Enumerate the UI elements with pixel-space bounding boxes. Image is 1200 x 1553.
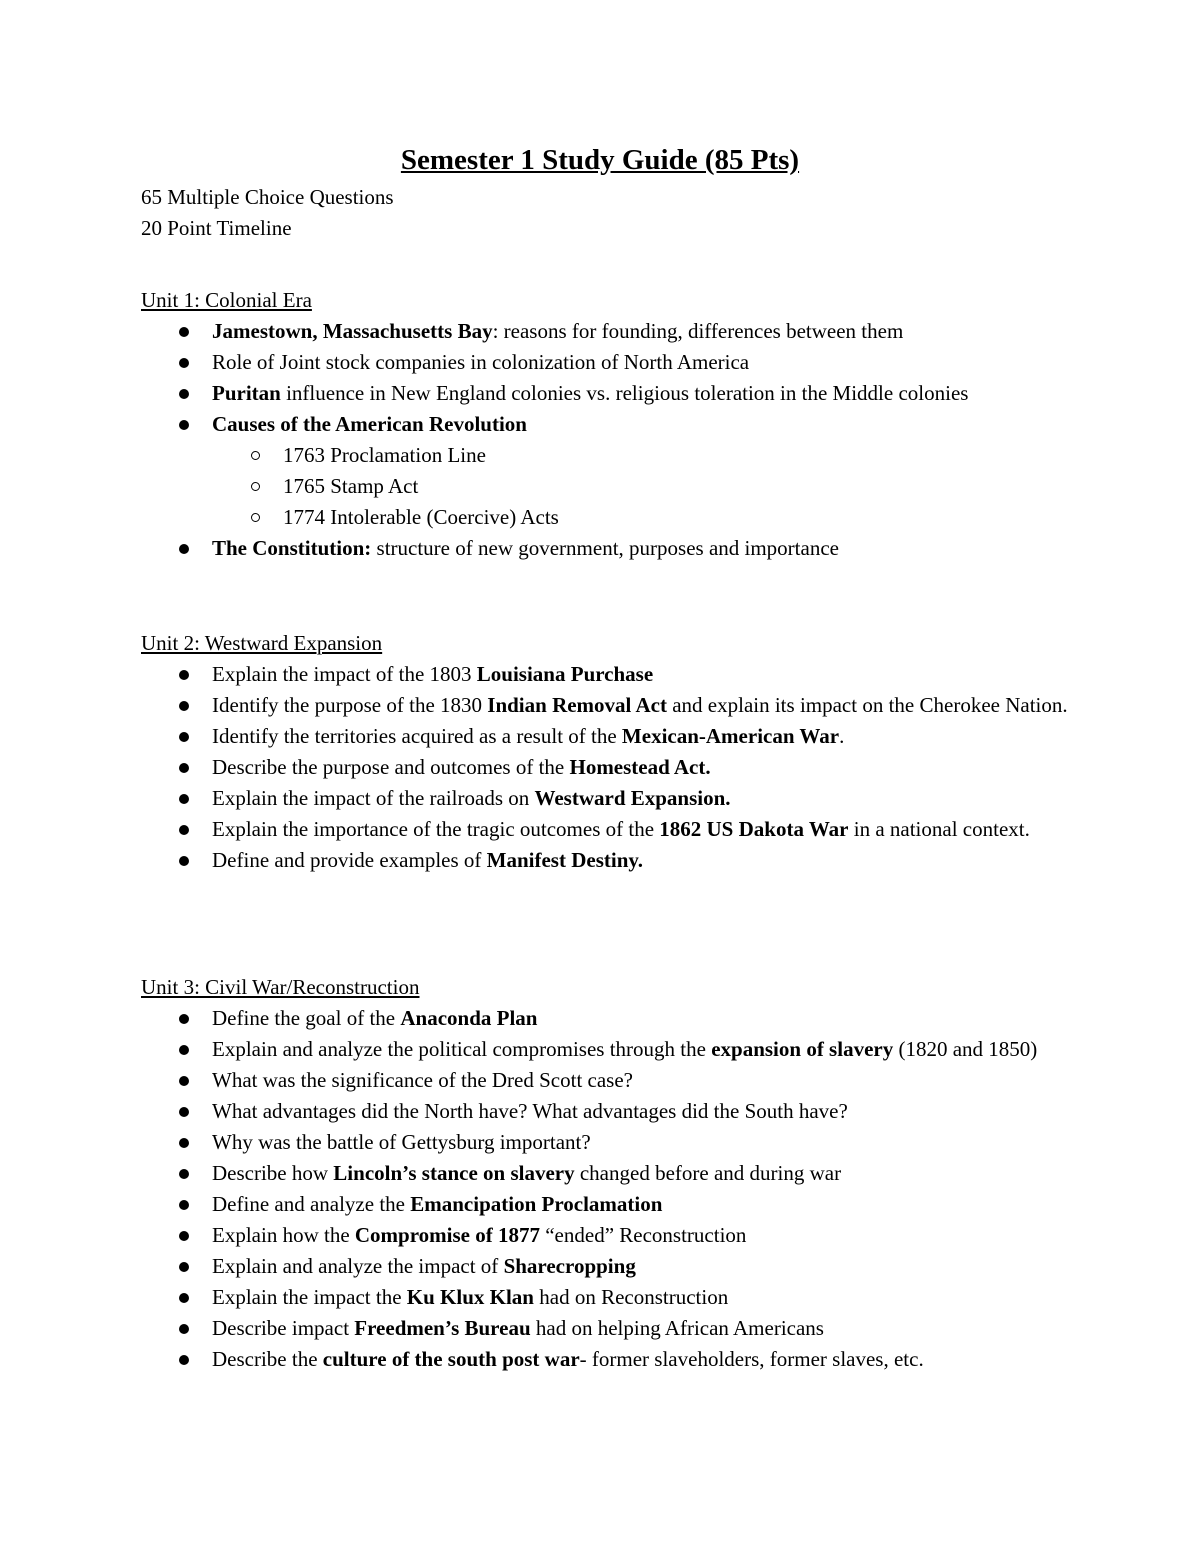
item-text: What was the significance of the Dred Scott case? [212, 1068, 633, 1092]
bullet-icon [179, 1076, 189, 1086]
bold-term: Anaconda Plan [400, 1006, 538, 1030]
list-item [141, 533, 1071, 564]
bold-term: Homestead Act. [569, 755, 711, 779]
bold-term: Lincoln’s stance on slavery [333, 1161, 575, 1185]
list-item [141, 845, 1071, 876]
bullet-icon [179, 420, 189, 430]
sub-item-text: 1765 Stamp Act [283, 474, 419, 498]
item-text: Define and analyze the [212, 1192, 411, 1216]
sub-list-item [141, 440, 1071, 471]
bullet-icon [179, 794, 189, 804]
list-item [141, 1158, 1071, 1189]
bold-term: Freedmen’s Bureau [354, 1316, 531, 1340]
item-text: had on Reconstruction [534, 1285, 729, 1309]
item-text: Explain the impact of the railroads on [212, 786, 535, 810]
page-title: Semester 1 Study Guide (85 Pts) [400, 144, 800, 176]
item-text: Define and provide examples of [212, 848, 487, 872]
item-text: Explain the impact of the 1803 [212, 662, 477, 686]
list-item [141, 1127, 1071, 1158]
item-text: Role of Joint stock companies in colonization of North America [212, 350, 750, 374]
bullet-icon [179, 763, 189, 773]
section-heading: Unit 3: Civil War/Reconstruction [141, 975, 420, 999]
section-heading: Unit 1: Colonial Era [141, 288, 312, 312]
bold-term: Sharecropping [503, 1254, 636, 1278]
bullet-icon [179, 670, 189, 680]
list-item [141, 409, 1071, 440]
bullet-icon [179, 1231, 189, 1241]
item-text: and explain its impact on the Cherokee Nation. [666, 693, 1068, 717]
bullet-icon [179, 389, 189, 399]
list-item [141, 690, 1071, 721]
bold-term: culture of the south post war [322, 1347, 580, 1371]
item-text: Describe how [212, 1161, 334, 1185]
item-text: Describe the [212, 1347, 323, 1371]
item-text: changed before and during war [574, 1161, 842, 1185]
bullet-icon [179, 1169, 189, 1179]
bullet-icon [179, 1293, 189, 1303]
bullet-icon [179, 1045, 189, 1055]
unit-1-section [141, 285, 1071, 564]
list-item [141, 1189, 1071, 1220]
list-item [141, 316, 1071, 347]
bullet-icon [179, 1200, 189, 1210]
bullet-icon [179, 856, 189, 866]
hollow-bullet-icon [251, 451, 260, 460]
list-item [141, 1251, 1071, 1282]
item-text: What advantages did the North have? What advantages did the South have? [212, 1099, 848, 1123]
item-text: (1820 and 1850) [893, 1037, 1038, 1061]
sub-item-text: 1763 Proclamation Line [283, 443, 486, 467]
hollow-bullet-icon [251, 482, 260, 491]
list-item [141, 1313, 1071, 1344]
bold-term: Mexican-American War [621, 724, 840, 748]
list-item [141, 1282, 1071, 1313]
sub-list [141, 440, 1071, 533]
bold-term: Ku Klux Klan [406, 1285, 534, 1309]
bold-term: Causes of the American Revolution [212, 412, 527, 436]
item-text: . [839, 724, 845, 748]
exam-overview [141, 182, 1061, 244]
unit-2-section [141, 628, 1071, 876]
list-item [141, 347, 1071, 378]
bold-term: expansion of slavery [711, 1037, 894, 1061]
item-text: influence in New England colonies vs. religious toleration in the Middle colonies [280, 381, 969, 405]
list-item [141, 814, 1071, 845]
item-text: Describe the purpose and outcomes of the [212, 755, 570, 779]
bold-term: Manifest Destiny. [486, 848, 643, 872]
item-text: - former slaveholders, former slaves, etc. [579, 1347, 924, 1371]
item-text: : reasons for founding, differences between them [492, 319, 904, 343]
item-text: Why was the battle of Gettysburg important? [212, 1130, 591, 1154]
bullet-list [141, 659, 1071, 876]
bullet-icon [179, 732, 189, 742]
item-text: Explain and analyze the impact of [212, 1254, 504, 1278]
sub-item-text: 1774 Intolerable (Coercive) Acts [283, 505, 559, 529]
bullet-icon [179, 1262, 189, 1272]
bold-term: Indian Removal Act [487, 693, 667, 717]
bullet-icon [179, 327, 189, 337]
overview-line-multiple-choice: 65 Multiple Choice Questions [141, 185, 394, 209]
bullet-icon [179, 1355, 189, 1365]
bold-term: Westward Expansion. [534, 786, 731, 810]
bold-term: Emancipation Proclamation [410, 1192, 663, 1216]
bullet-icon [179, 1324, 189, 1334]
list-item [141, 1065, 1071, 1096]
item-text: Explain the impact the [212, 1285, 407, 1309]
bold-term: Puritan [212, 381, 281, 405]
bullet-list [141, 316, 1071, 564]
bullet-icon [179, 1014, 189, 1024]
hollow-bullet-icon [251, 513, 260, 522]
list-item [141, 1344, 1071, 1375]
item-text: Explain how the [212, 1223, 355, 1247]
item-text: structure of new government, purposes and importance [371, 536, 839, 560]
bold-term: Louisiana Purchase [476, 662, 654, 686]
bullet-icon [179, 544, 189, 554]
item-text: Identify the purpose of the 1830 [212, 693, 488, 717]
bullet-icon [179, 825, 189, 835]
section-heading: Unit 2: Westward Expansion [141, 631, 383, 655]
sub-list-item [141, 502, 1071, 533]
bold-term: Jamestown, Massachusetts Bay [212, 319, 493, 343]
item-text: Define the goal of the [212, 1006, 401, 1030]
list-item [141, 1034, 1071, 1065]
list-item [141, 1220, 1071, 1251]
item-text: Explain the importance of the tragic outcomes of the [212, 817, 660, 841]
overview-line-timeline: 20 Point Timeline [141, 216, 292, 240]
bullet-icon [179, 701, 189, 711]
list-item [141, 378, 1071, 409]
bold-term: The Constitution: [212, 536, 372, 560]
item-text: had on helping African Americans [530, 1316, 824, 1340]
list-item [141, 1003, 1071, 1034]
list-item [141, 783, 1071, 814]
bold-term: 1862 US Dakota War [659, 817, 849, 841]
item-text: Identify the territories acquired as a result of the [212, 724, 622, 748]
item-text: “ended” Reconstruction [539, 1223, 747, 1247]
bullet-icon [179, 1107, 189, 1117]
list-item [141, 721, 1071, 752]
list-item [141, 752, 1071, 783]
sub-list-container [141, 440, 1071, 533]
unit-3-section [141, 972, 1071, 1375]
bold-term: Compromise of 1877 [354, 1223, 540, 1247]
item-text: Explain and analyze the political compromises through the [212, 1037, 712, 1061]
list-item [141, 1096, 1071, 1127]
bullet-icon [179, 358, 189, 368]
bullet-icon [179, 1138, 189, 1148]
item-text: Describe impact [212, 1316, 355, 1340]
bullet-list [141, 1003, 1071, 1375]
sub-list-item [141, 471, 1071, 502]
item-text: in a national context. [848, 817, 1030, 841]
list-item [141, 659, 1071, 690]
